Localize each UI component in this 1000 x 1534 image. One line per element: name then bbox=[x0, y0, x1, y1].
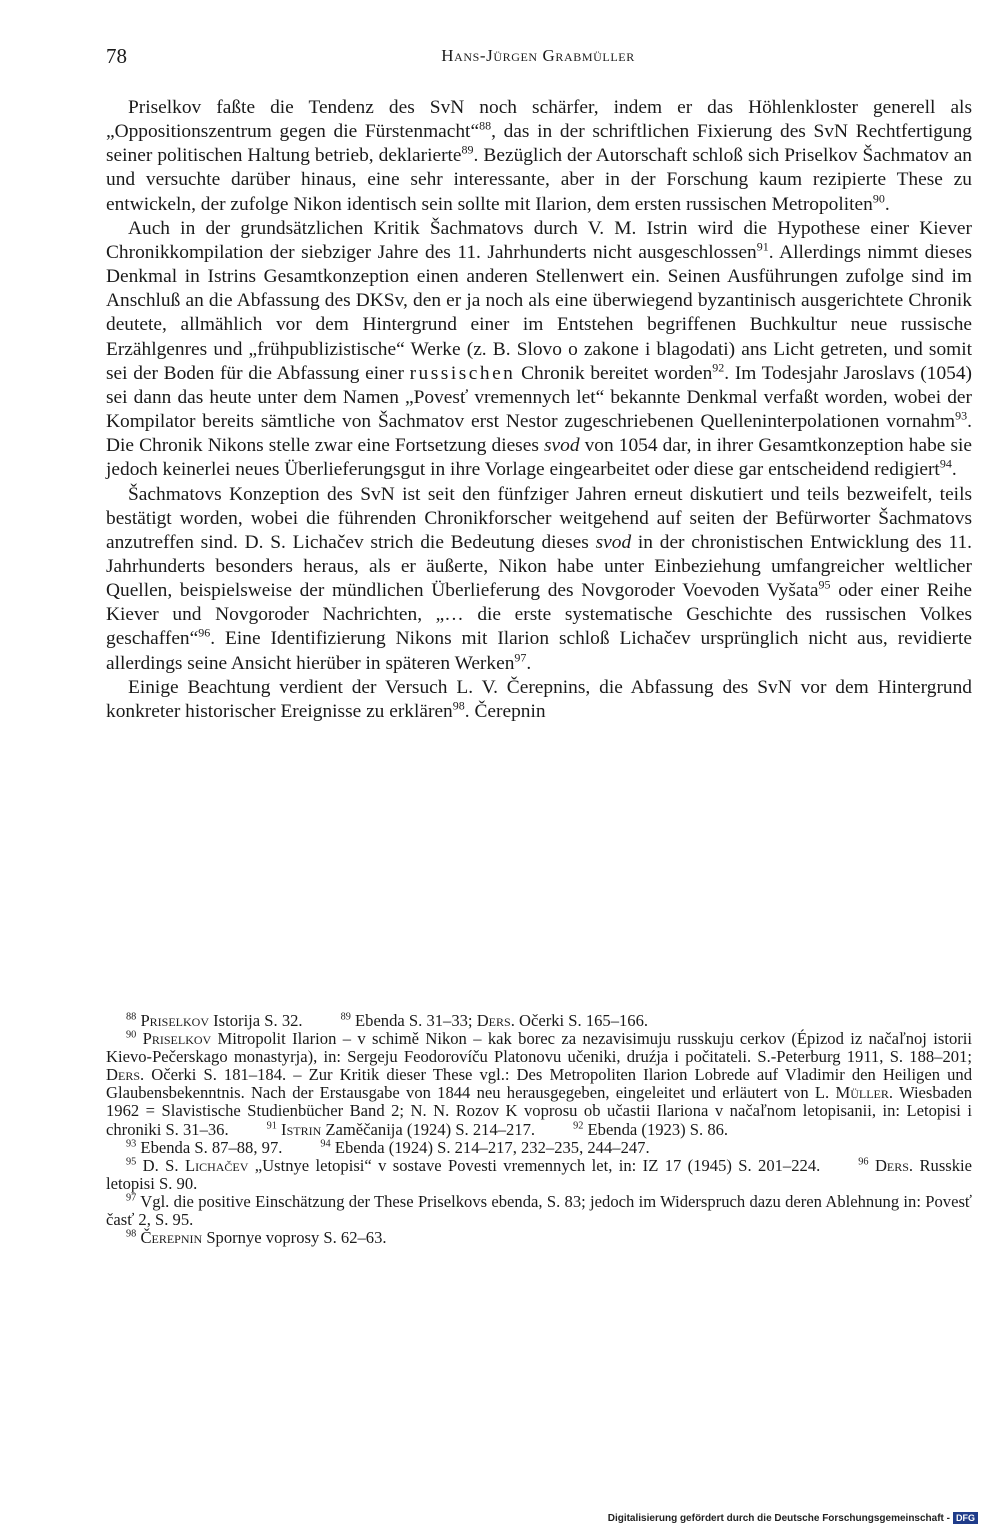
footnote-ref[interactable]: 90 bbox=[872, 191, 885, 206]
footnote-ref[interactable]: 96 bbox=[198, 625, 211, 640]
running-head: Hans-Jürgen Grabmüller bbox=[441, 46, 635, 65]
footnote: $^{88}$ Priselkov Istorija S. 32. $^{89}$ Ebenda S. 31–33; Ders. Očerki S. 165–166. bbox=[126, 1011, 649, 1030]
body-text bbox=[106, 96, 972, 724]
paragraph: Einige Beachtung verdient der Versuch L. V. Čerepnins, die Abfassung des SvN vor dem Hintergrund konkreter historischer Ereignisse zu erklären$^{98}$. Čerepnin bbox=[106, 676, 972, 722]
footnote-ref[interactable]: 88 bbox=[479, 118, 492, 133]
footnote-ref[interactable]: 93 bbox=[955, 408, 968, 423]
page-number: 78 bbox=[106, 44, 127, 68]
footnote-ref[interactable]: 98 bbox=[452, 698, 465, 713]
footnote: $^{93}$ Ebenda S. 87–88, 97. $^{94}$ Ebenda (1924) S. 214–217, 232–235, 244–247. bbox=[126, 1137, 650, 1157]
footnote-ref[interactable]: 92 bbox=[712, 360, 725, 375]
italic-term: svod bbox=[543, 435, 580, 457]
footnote-ref[interactable]: 94 bbox=[939, 456, 952, 471]
footnote-ref[interactable]: 95 bbox=[818, 577, 831, 592]
paragraph: Šachmatovs Konzeption des SvN ist seit den fünfziger Jahren erneut diskutiert und teils bezweifelt, teils bestätigt worden, wobei die führenden Chronikforscher weitgehend auf seiten der Befürworter Šachmatovs anzutreffen sind. D. S. Lichačev strich die Bedeutung dieses svod in der chronistischen Entwicklung des 11. Jahrhunderts besonders heraus, als er äußerte, Nikon habe unter Einbeziehung umfangreicher weltlicher Quellen, beispielsweise der mündlichen Überlieferung des Novgoroder Voevoden Vyšata$^{95}$ oder einer Reihe Kiever und Novgoroder Nachrichten, „… die erste systematische Geschichte des russischen Volkes geschaffen“$^{96}$. Eine Identifizierung Nikons mit Ilarion schloß Lichačev ursprünglich nicht aus, revidierte allerdings seine Ansicht hierüber in späteren Werken$^{97}$. bbox=[106, 483, 973, 674]
footnote-ref[interactable]: 91 bbox=[756, 239, 769, 254]
digitization-notice: Digitalisierung gefördert durch die Deutsche Forschungsgemeinschaft - DFG bbox=[608, 1512, 978, 1524]
footnote: $^{97}$ Vgl. die positive Einschätzung der These Priselkovs ebenda, S. 83; jedoch im Widerspruch dazu deren Ablehnung in: Povesť časť 2, S. 95. bbox=[106, 1191, 972, 1230]
footnotes bbox=[106, 1012, 972, 1247]
paragraph: Priselkov faßte die Tendenz des SvN noch schärfer, indem er das Höhlenkloster generell als „Oppositionszentrum gegen die Fürstenmacht“$^{88}$, das in der schriftlichen Fixierung des SvN Rechtfertigung seiner politischen Haltung betrieb, deklarierte$^{89}$. Bezüglich der Autorschaft schloß sich Priselkov Šachmatov an und versuchte darüber hinaus, eine sehr interessante, aber in der Forschung kaum rezipierte These zu entwickeln, der zufolge Nikon identisch sein sollte mit Ilarion, dem ersten russischen Metropoliten$^{90}$. bbox=[106, 97, 972, 215]
footnote-ref[interactable]: 89 bbox=[461, 142, 474, 157]
dfg-logo: DFG bbox=[953, 1512, 978, 1524]
footnote: $^{90}$ Priselkov Mitropolit Ilarion – v schimě Nikon – kak borec za nezavisimuju russkuju cerkov (Épizod iz načaľnoj istorii Kievo-Pečerskago monastyrja), in: Sergeju Feodorovíču Platonovu učeniki, druźja i počitateli. S.-Peterburg 1911, S. 188–201; Ders. Očerki S. 181–184. – Zur Kritik dieser These vgl.: Des Metropoliten Ilarion Lobrede auf Vladimir den Heiligen und Glaubensbekenntnis. Nach der Erstausgabe von 1844 neu herausgegeben, eingeleitet und erläutert von L. Müller. Wiesbaden 1962 = Slavistische Studienbücher Band 2; N. N. Rozov K voprosu ob učastii Ilariona v načaľnom letopisanii, in: Letopisi i chroniki S. 31–36. $^{91}$ Istrin Zaměčanija (1924) S. 214–217. $^{92}$ Ebenda (1923) S. 86. bbox=[106, 1029, 972, 1139]
paragraph: Auch in der grundsätzlichen Kritik Šachmatovs durch V. M. Istrin wird die Hypothese einer Kiever Chronikkompilation der siebziger Jahre des 11. Jahrhunderts nicht ausgeschlossen$^{91}$. Allerdings nimmt dieses Denkmal in Istrins Gesamtkonzeption einen anderen Stellenwert ein. Seinen Ausführungen zufolge sind im Anschluß an die Abfassung des DKSv, den er ja noch als eine überwiegend byzantinisch ausgerichtete Chronik deutete, allmählich vor dem Hintergrund einer im Entstehen begriffenen Buchkultur neue russische Erzählgenres und „frühpublizistische“ Werke (z. B. Slovo o zakone i blagodati) ans Licht getreten, und somit sei der Boden für die Abfassung einer russischen Chronik bereitet worden$^{92}$. Im Todesjahr Jaroslavs (1054) sei dann das heute unter dem Namen „Povesť vremennych let“ bekannte Denkmal verfaßt worden, wobei der Kompilator bereits sämtliche von Šachmatov erst Nestor zugeschriebenen Quelleninterpolationen vornahm$^{93}$. Die Chronik Nikons stelle zwar eine Fortsetzung dieses svod von 1054 dar, in ihrer Gesamtkonzeption habe sie jedoch keinerlei neues Überlieferungsgut in ihre Vorlage eingearbeitet oder diese gar entscheidend redigiert$^{94}$. bbox=[106, 217, 972, 481]
footnote: $^{95}$ D. S. Lichačev „Ustnye letopisi“ v sostave Povesti vremennych let, in: IZ 17 (1945) S. 201–224. $^{96}$ Ders. Russkie letopisi S. 90. bbox=[106, 1155, 973, 1193]
italic-term: svod bbox=[595, 531, 632, 553]
footnote-ref[interactable]: 97 bbox=[514, 650, 527, 665]
page-header bbox=[106, 44, 970, 74]
footnote: $^{98}$ Čerepnin Spornye voprosy S. 62–63. bbox=[126, 1228, 387, 1248]
spaced-emphasis: russischen bbox=[409, 362, 516, 384]
